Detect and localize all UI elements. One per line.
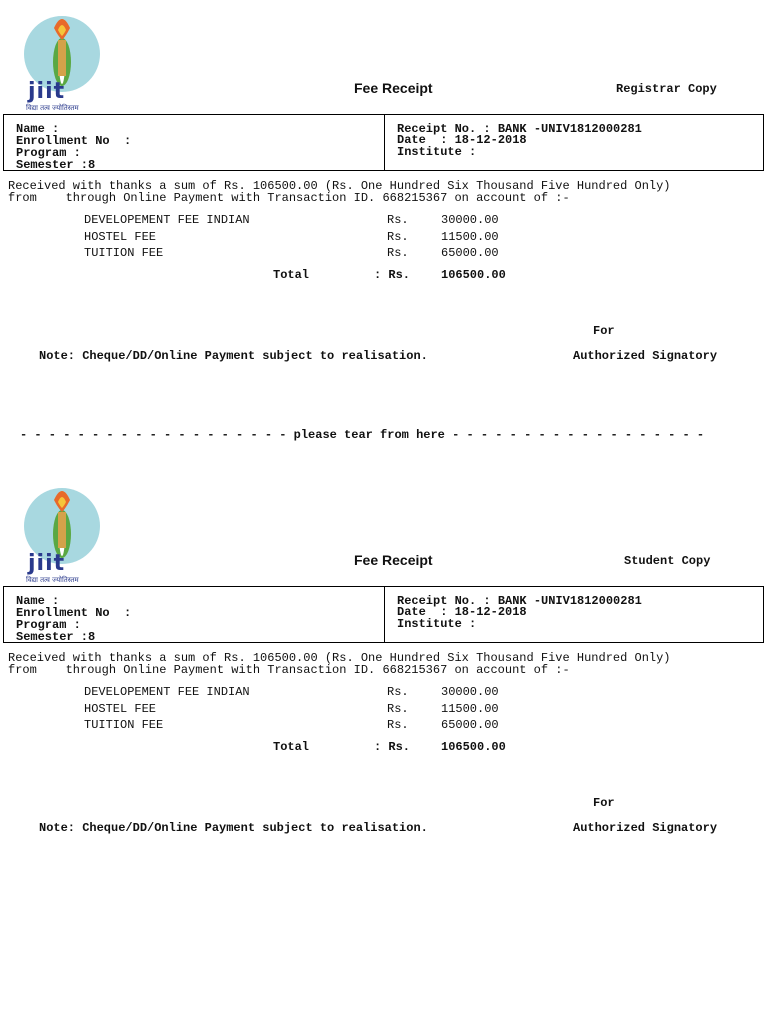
institute-field: Institute : [397, 617, 477, 631]
enrollment-field: Enrollment No : [16, 606, 132, 620]
item-amount: 65000.00 [441, 718, 499, 732]
receipt-number: Receipt No. : BANK -UNIV1812000281 [397, 122, 642, 136]
svg-text:jiit: jiit [28, 79, 66, 104]
received-line-2: from through Online Payment with Transaction ID. 668215367 on account of :- [8, 663, 570, 677]
name-field: Name : [16, 594, 60, 608]
jiit-logo [14, 6, 110, 112]
program-field: Program : [16, 146, 81, 160]
total-amount: 106500.00 [441, 268, 506, 282]
receipt-registrar-copy [0, 0, 768, 420]
item-amount: 30000.00 [441, 213, 499, 227]
copy-label: Student Copy [624, 554, 711, 568]
tear-line: - - - - - - - - - - - - - - - - - - - please tear from here - - - - - - - - - - - - - - - - - - [20, 428, 705, 442]
authorized-signatory: Authorized Signatory [573, 349, 718, 363]
student-details [4, 115, 385, 170]
payment-note: Note: Cheque/DD/Online Payment subject to realisation. [39, 821, 428, 835]
enrollment-field: Enrollment No : [16, 134, 132, 148]
total-currency: : Rs. [374, 268, 411, 282]
total-currency: : Rs. [374, 740, 411, 754]
student-details [4, 587, 385, 642]
institute-field: Institute : [397, 145, 477, 159]
for-label: For [593, 324, 615, 338]
name-field: Name : [16, 122, 60, 136]
receipt-title: Fee Receipt [354, 80, 433, 96]
receipt-details [385, 587, 763, 642]
jiit-logo [14, 478, 110, 584]
item-name: TUITION FEE [84, 718, 164, 732]
item-currency: Rs. [387, 213, 409, 227]
item-currency: Rs. [387, 702, 409, 716]
semester-field: Semester :8 [16, 630, 96, 644]
svg-text:विद्या तत्व ज्योतिस्तम: विद्या तत्व ज्योतिस्तम [26, 104, 79, 112]
received-line-1: Received with thanks a sum of Rs. 106500.00 (Rs. One Hundred Six Thousand Five Hundred Only) [8, 651, 671, 665]
item-name: HOSTEL FEE [84, 230, 157, 244]
total-amount: 106500.00 [441, 740, 506, 754]
item-name: DEVELOPEMENT FEE INDIAN [84, 685, 250, 699]
item-amount: 65000.00 [441, 246, 499, 260]
payment-note: Note: Cheque/DD/Online Payment subject to realisation. [39, 349, 428, 363]
receipt-title: Fee Receipt [354, 552, 433, 568]
svg-text:विद्या तत्व ज्योतिस्तम: विद्या तत्व ज्योतिस्तम [26, 576, 79, 584]
authorized-signatory: Authorized Signatory [573, 821, 718, 835]
semester-field: Semester :8 [16, 158, 96, 172]
item-name: DEVELOPEMENT FEE INDIAN [84, 213, 250, 227]
receipt-details [385, 115, 763, 170]
program-field: Program : [16, 618, 81, 632]
total-label: Total [273, 740, 310, 754]
item-name: TUITION FEE [84, 246, 164, 260]
item-name: HOSTEL FEE [84, 702, 157, 716]
item-amount: 30000.00 [441, 685, 499, 699]
svg-text:jiit: jiit [28, 551, 66, 576]
item-currency: Rs. [387, 246, 409, 260]
item-amount: 11500.00 [441, 702, 499, 716]
received-line-1: Received with thanks a sum of Rs. 106500.00 (Rs. One Hundred Six Thousand Five Hundred Only) [8, 179, 671, 193]
item-currency: Rs. [387, 685, 409, 699]
total-label: Total [273, 268, 310, 282]
details-box [3, 114, 764, 171]
receipt-number: Receipt No. : BANK -UNIV1812000281 [397, 594, 642, 608]
details-box [3, 586, 764, 643]
receipt-date: Date : 18-12-2018 [397, 133, 527, 147]
for-label: For [593, 796, 615, 810]
receipt-date: Date : 18-12-2018 [397, 605, 527, 619]
item-amount: 11500.00 [441, 230, 499, 244]
item-currency: Rs. [387, 718, 409, 732]
receipt-student-copy [0, 472, 768, 892]
received-line-2: from through Online Payment with Transaction ID. 668215367 on account of :- [8, 191, 570, 205]
item-currency: Rs. [387, 230, 409, 244]
copy-label: Registrar Copy [616, 82, 717, 96]
